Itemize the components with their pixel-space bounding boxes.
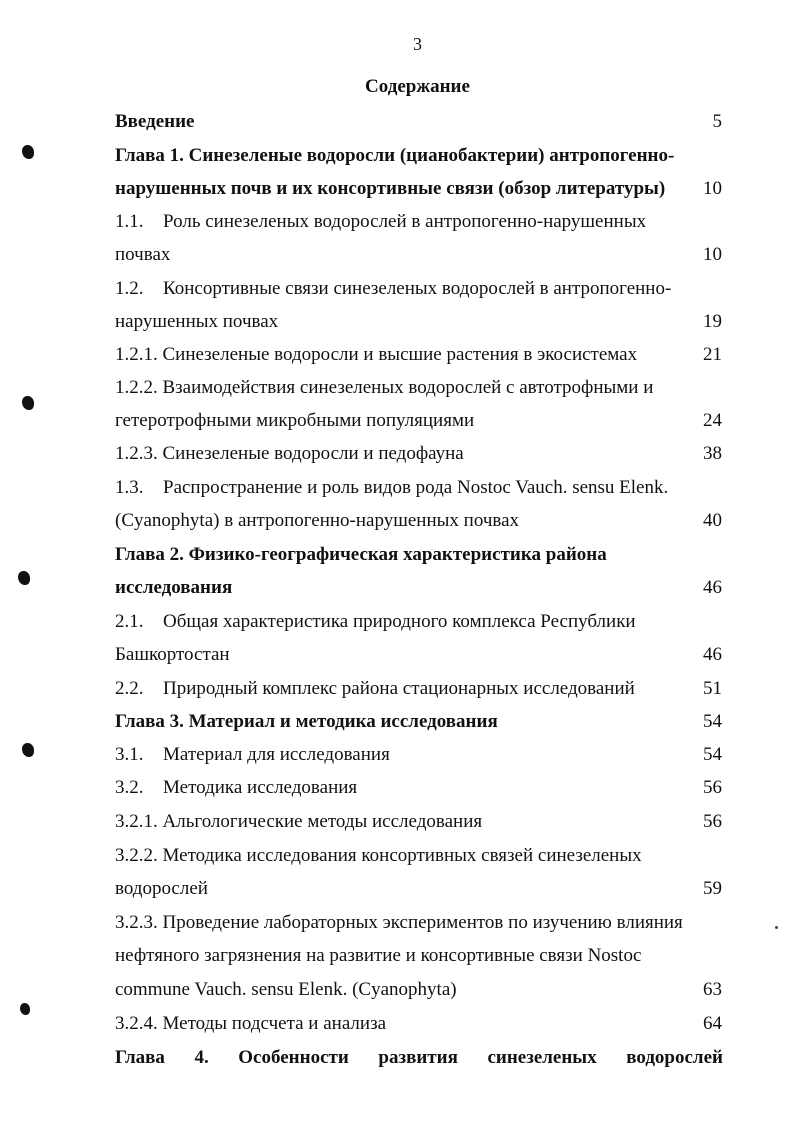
entry-text: Роль синезеленых водорослей в антропогенно-нарушенных bbox=[163, 211, 647, 232]
toc-entry-1-2-line-2[interactable]: нарушенных почвах bbox=[115, 311, 279, 332]
entry-text: Материал для исследования bbox=[163, 744, 390, 765]
toc-entry-3-2-2-line-1[interactable]: 3.2.2. Методика исследования консортивных связей синезеленых bbox=[115, 845, 642, 866]
toc-entry-intro[interactable] bbox=[115, 105, 723, 138]
toc-entry-1-2-line-1[interactable] bbox=[115, 272, 723, 305]
toc-entry-2-1-line-2[interactable]: Башкортостан bbox=[115, 644, 230, 665]
toc-entry-2-2[interactable] bbox=[115, 672, 723, 705]
toc-title: Содержание bbox=[365, 76, 470, 97]
scan-dot bbox=[775, 926, 778, 929]
toc-entry-chapter-3[interactable]: Глава 3. Материал и методика исследования bbox=[115, 711, 498, 732]
toc-page-3-2-1: 56 bbox=[703, 811, 722, 832]
page-number: 3 bbox=[413, 34, 422, 54]
chapter-4-word: синезеленых bbox=[487, 1047, 597, 1068]
toc-entry-3-2-2-line-2[interactable]: водорослей bbox=[115, 878, 208, 899]
toc-page-2-1: 46 bbox=[703, 644, 722, 665]
scan-mark-2 bbox=[22, 396, 34, 410]
toc-page-chapter-3: 54 bbox=[703, 711, 722, 732]
toc-entry-3-2[interactable] bbox=[115, 771, 723, 804]
toc-entry-3-2-3-line-2[interactable]: нефтяного загрязнения на развитие и консортивные связи Nostoc bbox=[115, 945, 642, 966]
toc-page-1-2-2: 24 bbox=[703, 410, 722, 431]
scan-mark-5 bbox=[20, 1003, 30, 1015]
toc-entry-1-1-line-2[interactable]: почвах bbox=[115, 244, 171, 265]
toc-page-3-2-4: 64 bbox=[703, 1013, 722, 1034]
toc-page-1-2-1: 21 bbox=[703, 344, 722, 365]
chapter-4-word: Особенности bbox=[238, 1047, 349, 1068]
entry-text: Природный комплекс района стационарных исследований bbox=[163, 678, 635, 699]
toc-page-2-2: 51 bbox=[703, 678, 722, 699]
chapter-4-word: Глава bbox=[115, 1047, 165, 1068]
toc-entry-1-2-1[interactable]: 1.2.1. Синезеленые водоросли и высшие растения в экосистемах bbox=[115, 344, 638, 365]
entry-text: Распространение и роль видов рода Nostoc Vauch. sensu Elenk. bbox=[163, 477, 669, 498]
section-number: 2.1. bbox=[115, 611, 144, 632]
toc-entry-chapter-1-line-2[interactable]: нарушенных почв и их консортивные связи (обзор литературы) bbox=[115, 178, 666, 199]
toc-entry-1-2-2-line-1[interactable]: 1.2.2. Взаимодействия синезеленых водорослей с автотрофными и bbox=[115, 377, 654, 398]
toc-entry-1-2-2-line-2[interactable]: гетеротрофными микробными популяциями bbox=[115, 410, 475, 431]
chapter-4-word: развития bbox=[378, 1047, 458, 1068]
section-number: 1.2. bbox=[115, 278, 144, 299]
section-number: 2.2. bbox=[115, 678, 144, 699]
toc-entry-3-2-1[interactable]: 3.2.1. Альгологические методы исследования bbox=[115, 811, 483, 832]
toc-page-1-2-3: 38 bbox=[703, 443, 722, 464]
entry-text: Введение bbox=[115, 111, 195, 132]
toc-entry-1-3-line-2[interactable]: (Cyanophyta) в антропогенно-нарушенных почвах bbox=[115, 510, 520, 531]
entry-text: Методика исследования bbox=[163, 777, 358, 798]
toc-page-1-2: 19 bbox=[703, 311, 722, 332]
toc-entry-1-3-line-1[interactable] bbox=[115, 471, 723, 504]
toc-page-1-3: 40 bbox=[703, 510, 722, 531]
section-number: 3.1. bbox=[115, 744, 144, 765]
toc-entry-3-1[interactable] bbox=[115, 738, 723, 771]
toc-entry-1-2-3[interactable]: 1.2.3. Синезеленые водоросли и педофауна bbox=[115, 443, 464, 464]
toc-entry-2-1-line-1[interactable] bbox=[115, 605, 723, 638]
section-number: 3.2. bbox=[115, 777, 144, 798]
toc-entry-3-2-3-line-1[interactable]: 3.2.3. Проведение лабораторных экспериментов по изучению влияния bbox=[115, 912, 683, 933]
toc-page-3-2-3: 63 bbox=[703, 979, 722, 1000]
toc-page-3-2-2: 59 bbox=[703, 878, 722, 899]
toc-entry-chapter-4[interactable] bbox=[115, 1041, 723, 1074]
section-number: 1.1. bbox=[115, 211, 144, 232]
scan-mark-3 bbox=[18, 571, 30, 585]
toc-entry-1-1-line-1[interactable] bbox=[115, 205, 723, 238]
toc-entry-3-2-3-line-3[interactable]: commune Vauch. sensu Elenk. (Cyanophyta) bbox=[115, 979, 457, 1000]
toc-page-chapter-1: 10 bbox=[703, 178, 722, 199]
chapter-4-word: 4. bbox=[194, 1047, 209, 1068]
scan-mark-4 bbox=[22, 743, 34, 757]
toc-entry-3-2-4[interactable]: 3.2.4. Методы подсчета и анализа bbox=[115, 1013, 387, 1034]
chapter-4-word: водорослей bbox=[626, 1047, 723, 1068]
entry-text: Общая характеристика природного комплекса Республики bbox=[163, 611, 636, 632]
toc-page-3-1: 54 bbox=[703, 744, 722, 765]
entry-text: Консортивные связи синезеленых водорослей в антропогенно- bbox=[163, 278, 672, 299]
toc-page-1-1: 10 bbox=[703, 244, 722, 265]
toc-entry-chapter-2-line-2[interactable]: исследования bbox=[115, 577, 233, 598]
scan-mark-1 bbox=[22, 145, 34, 159]
toc-page-intro: 5 bbox=[712, 111, 722, 132]
toc-entry-chapter-1-line-1[interactable]: Глава 1. Синезеленые водоросли (цианобактерии) антропогенно- bbox=[115, 145, 675, 166]
section-number: 1.3. bbox=[115, 477, 144, 498]
toc-page-chapter-2: 46 bbox=[703, 577, 722, 598]
toc-page-3-2: 56 bbox=[703, 777, 722, 798]
toc-entry-chapter-2-line-1[interactable]: Глава 2. Физико-географическая характеристика района bbox=[115, 544, 607, 565]
